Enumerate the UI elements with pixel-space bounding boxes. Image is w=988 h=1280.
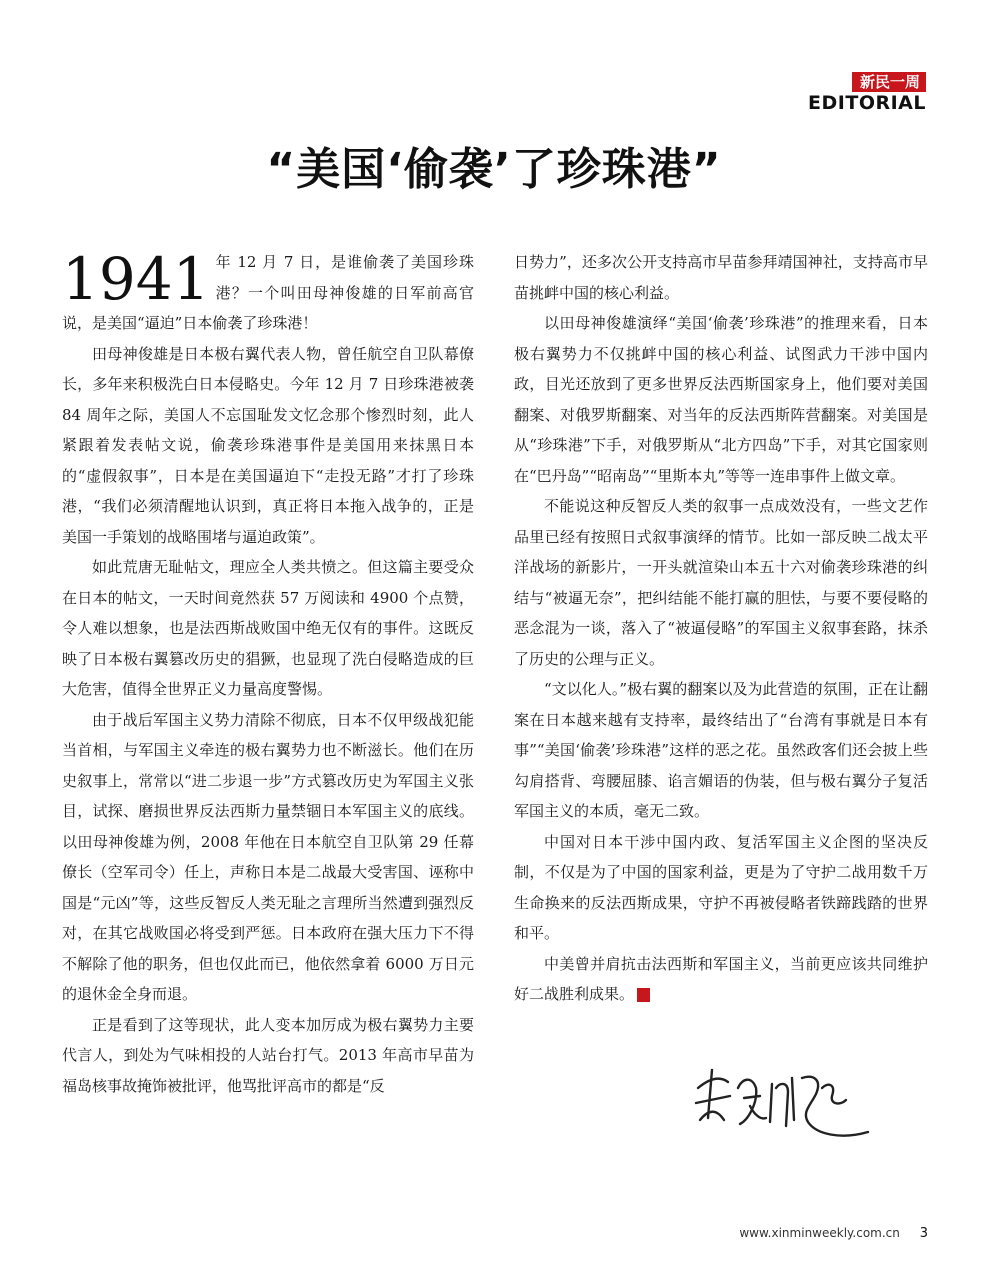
article-title: “美国‘偷袭’了珍珠港” xyxy=(266,144,722,195)
brand-badge: 新民一周 xyxy=(852,72,926,92)
body-paragraph-continued: 日势力”，还多次公开支持高市早苗参拜靖国神社，支持高市早苗挑衅中国的核心利益。 xyxy=(514,253,928,302)
section-label: EDITORIAL xyxy=(808,92,926,114)
body-paragraph: 由于战后军国主义势力清除不彻底，日本不仅甲级战犯能当首相，与军国主义牵连的极右翼势力也不断滋长。他们在历史叙事上，常常以“进二步退一步”方式篡改历史为军国主义张目，试探、磨损世界反法西斯力量禁锢日本军国主义的底线。以田母神俊雄为例，2008 年他在日本航空自卫队第 29 任幕僚长（空军司令）任上，声称日本是二战最大受害国、诬称中国是“元凶”等，这些反智反人类无耻之言理所当然遭到强烈反对，在其它战败国必将受到严惩。日本政府在强大压力下不得不解除了他的职务，但也仅此而已，他依然拿着 6000 万日元的退休金全身而退。 xyxy=(62,710,474,1003)
website-url: www.xinminweekly.com.cn xyxy=(739,1226,900,1240)
body-paragraph: 正是看到了这等现状，此人变本加厉成为极右翼势力主要代言人，到处为气味相投的人站台打气。2013 年高市早苗为福岛核事故掩饰被批评，他骂批评高市的都是“反 xyxy=(62,1015,474,1095)
lead-paragraph xyxy=(62,247,474,339)
lead-text: 年 12 月 7 日，是谁偷袭了美国珍珠港？一个叫田母神俊雄的日军前高官说，是美国“逼迫”日本偷袭了珍珠港！ xyxy=(62,253,474,332)
body-paragraph: 不能说这种反智反人类的叙事一点成效没有，一些文艺作品里已经有按照日式叙事演绎的情节。比如一部反映二战太平洋战场的新影片，一开头就渲染山本五十六对偷袭珍珠港的纠结与“被逼无奈”，把纠结能不能打赢的胆怯，与要不要侵略的恶念混为一谈，落入了“被逼侵略”的军国主义叙事套路，抹杀了历史的公理与正义。 xyxy=(514,497,928,668)
page-number: 3 xyxy=(919,1226,928,1241)
signature-image xyxy=(690,1048,880,1148)
body-paragraph: 如此荒唐无耻帖文，理应全人类共愤之。但这篇主要受众在日本的帖文，一天时间竟然获 57 万阅读和 4900 个点赞，令人难以想象，也是法西斯战败国中绝无仅有的事件。这既反映了日本极右翼篡改历史的猖獗，也显现了洗白侵略造成的巨大危害，值得全世界正义力量高度警惕。 xyxy=(62,558,474,698)
body-paragraph: 以田母神俊雄演绎“美国‘偷袭’珍珠港”的推理来看，日本极右翼势力不仅挑衅中国的核心利益、试图武力干涉中国内政，目光还放到了更多世界反法西斯国家身上，他们要对美国翻案、对俄罗斯翻案、对当年的反法西斯阵营翻案。对美国是从“珍珠港”下手，对俄罗斯从“北方四岛”下手，对其它国家则在“巴丹岛”“昭南岛”“里斯本丸”等等一连串事件上做文章。 xyxy=(514,314,928,485)
page-footer xyxy=(739,1226,928,1241)
closing-paragraph xyxy=(514,949,928,1010)
body-paragraph: “文以化人。”极右翼的翻案以及为此营造的氛围，正在让翻案在日本越来越有支持率，最终结出了“台湾有事就是日本有事”“美国‘偷袭’珍珠港”这样的恶之花。虽然政客们还会披上些勾肩搭背、弯腰屈膝、谄言媚语的伪装，但与极右翼分子复活军国主义的本质，毫无二致。 xyxy=(514,680,928,820)
closing-text: 中美曾并肩抗击法西斯和军国主义，当前更应该共同维护好二战胜利成果。 xyxy=(514,954,928,1003)
end-mark-icon: 民 xyxy=(637,988,650,1002)
left-column xyxy=(62,247,474,1101)
right-column xyxy=(514,247,928,1010)
drop-cap-year: 1941 xyxy=(62,245,210,313)
body-paragraph: 中国对日本干涉中国内政、复活军国主义企图的坚决反制，不仅是为了中国的国家利益，更是为了守护二战用数千万生命换来的反法西斯成果，守护不再被侵略者铁蹄践踏的世界和平。 xyxy=(514,832,928,942)
masthead xyxy=(808,72,926,114)
body-paragraph: 田母神俊雄是日本极右翼代表人物，曾任航空自卫队幕僚长，多年来积极洗白日本侵略史。今年 12 月 7 日珍珠港被袭 84 周年之际，美国人不忘国耻发文忆念那个惨烈时刻，此人紧跟着发表帖文说，偷袭珍珠港事件是美国用来抹黑日本的“虚假叙事”，日本是在美国逼迫下“走投无路”才打了珍珠港，“我们必须清醒地认识到，真正将日本拖入战争的，正是美国一手策划的战略围堵与逼迫政策”。 xyxy=(62,344,474,546)
